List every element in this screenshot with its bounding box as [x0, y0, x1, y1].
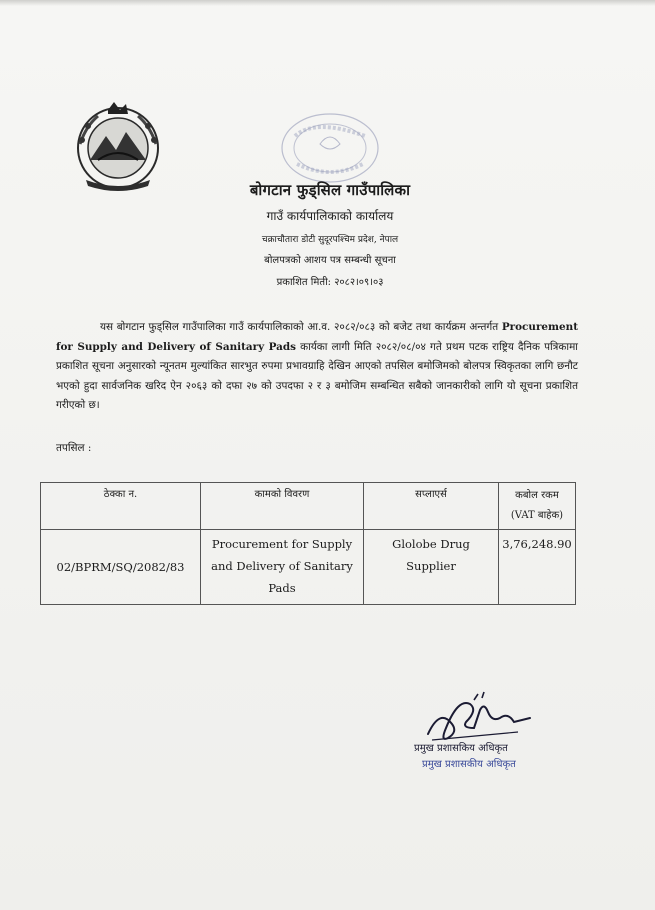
notice-title: बोलपत्रको आशय पत्र सम्बन्धी सूचना — [264, 255, 396, 266]
signatory-title-stamp: प्रमुख प्रशासकीय अधिकृत — [422, 759, 516, 770]
col-header-description: कामको विवरण — [201, 483, 364, 530]
notice-body-part-2: कार्यका लागी मिति २०८२/०८/०४ गते प्रथम पटक राष्ट्रिय दैनिक पत्रिकामा प्रकाशित सूचना अनुसारको न्यूनतम मुल्यांकित सारभुत रुपमा प्रभावग्राहि देखिन आएको तपसिल बमोजिमको बोलपत्र स्विकृतका लागि छनौट भएको हुदा सार्वजनिक खरिद ऐन २०६३ को दफा २७ को उपदफा २ र ३ बमोजिम सम्बन्धित सबैको जानकारीको लागि यो सूचना प्रकाशित गरीएको छ। — [56, 340, 578, 412]
notice-body-part-1: यस बोगटान फुड्सिल गाउँपालिका गाउँ कार्यपालिकाको आ.व. २०८२/०८३ को बजेट तथा कार्यक्रम अन्तर्गत — [100, 321, 502, 333]
cell-amount: 3,76,248.90 — [499, 530, 576, 605]
page-top-edge — [0, 0, 655, 6]
office-name: गाउँ कार्यपालिकाको कार्यालय — [266, 209, 394, 223]
notice-body — [56, 318, 578, 416]
tapasil-label: तपसिल : — [56, 442, 92, 454]
col-header-contract-no: ठेक्का न. — [41, 483, 201, 530]
col-header-supplier: सप्लाएर्स — [364, 483, 499, 530]
published-date: प्रकाशित मिती: २०८२।०९।०३ — [276, 277, 384, 288]
cell-supplier: Glolobe Drug Supplier — [364, 530, 499, 605]
municipality-name: बोगटान फुड्सिल गाउँपालिका — [249, 181, 411, 199]
table-header-row — [41, 483, 576, 530]
award-table — [40, 482, 576, 605]
col-header-amount: कबोल रकम (VAT बाहेक) — [499, 483, 576, 530]
notice-body-project-name: Procurement for Supply and Delivery of Sanitary Pads — [56, 321, 578, 353]
cell-contract-no: 02/BPRM/SQ/2082/83 — [41, 530, 201, 605]
office-seal-icon — [275, 108, 385, 188]
office-address: चक्राचौतारा डोटी सुदूरपश्चिम प्रदेश, नेपाल — [261, 235, 399, 245]
signatory-title-printed: प्रमुख प्रशासकिय अधिकृत — [414, 743, 508, 754]
table-row — [41, 530, 576, 605]
handwritten-signature-icon — [418, 688, 538, 748]
cell-description: Procurement for Supply and Delivery of Sanitary Pads — [201, 530, 364, 605]
